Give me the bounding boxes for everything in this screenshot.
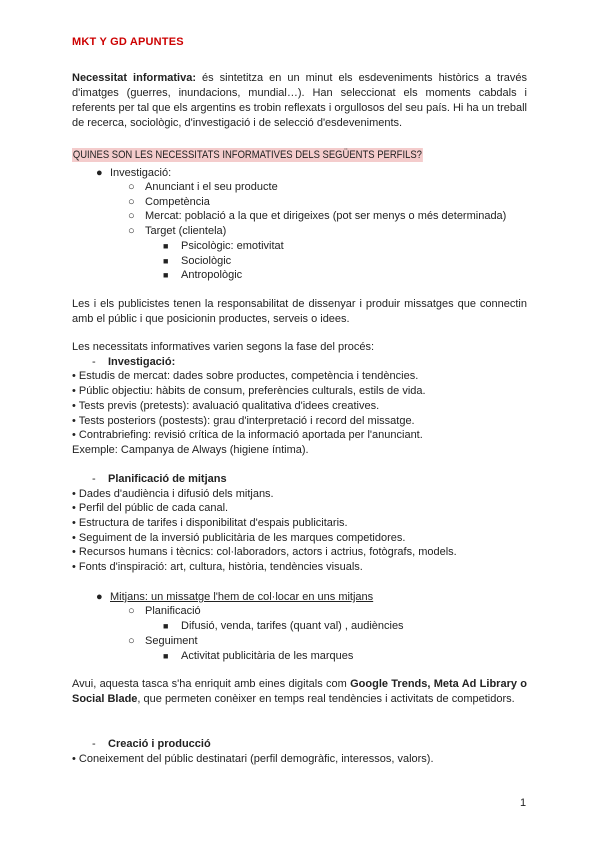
section-item: • Fonts d'inspiració: art, cultura, història, tendències visuals. bbox=[72, 561, 363, 573]
page-header: MKT Y GD APUNTES bbox=[72, 36, 184, 48]
avui-text-start: Avui, aquesta tasca s'ha enriquit amb eines digitals com bbox=[72, 678, 351, 690]
section-item: • Seguiment de la inversió publicitària de les marques competidores. bbox=[72, 532, 406, 544]
section-item: • Recursos humans i tècnics: col·laboradors, actors i actrius, fotògrafs, models. bbox=[72, 546, 457, 558]
bullet-circle: ○ bbox=[128, 605, 135, 617]
bullet-square: ■ bbox=[163, 621, 169, 631]
list1-subsubitem: Psicològic: emotivitat bbox=[181, 240, 284, 252]
bullet-square: ■ bbox=[163, 651, 169, 661]
publicistes-paragraph: Les i els publicistes tenen la responsabilitat de dissenyar i produir missatges que connectin amb el públic i que posicionin productes, serveis o idees. bbox=[72, 298, 527, 325]
list2-subitem: Planificació bbox=[145, 605, 201, 617]
list2-subsubitem: Difusió, venda, tarifes (quant val) , audiències bbox=[181, 620, 404, 632]
bullet-circle: ○ bbox=[128, 635, 135, 647]
list2-subsubitem: Activitat publicitària de les marques bbox=[181, 650, 354, 662]
bullet-square: ■ bbox=[163, 270, 169, 280]
list1-subitem: Competència bbox=[145, 196, 210, 208]
section-item: • Tests previs (pretests): avaluació qualitativa d'idees creatives. bbox=[72, 400, 380, 412]
bullet-square: ■ bbox=[163, 256, 169, 266]
section-item: • Dades d'audiència i difusió dels mitjans. bbox=[72, 488, 274, 500]
bullet-circle: ○ bbox=[128, 225, 135, 237]
section-item: • Contrabriefing: revisió crítica de la informació aportada per l'anunciant. bbox=[72, 429, 423, 441]
bullet-dot: ● bbox=[96, 167, 103, 179]
section-item: • Estructura de tarifes i disponibilitat d'espais publicitaris. bbox=[72, 517, 348, 529]
bullet-circle: ○ bbox=[128, 181, 135, 193]
section-title-creacio: Creació i producció bbox=[108, 738, 211, 750]
section-item: • Perfil del públic de cada canal. bbox=[72, 502, 229, 514]
list1-subitem: Target (clientela) bbox=[145, 225, 227, 237]
bullet-dot: ● bbox=[96, 591, 103, 603]
section-dash: - bbox=[92, 738, 96, 750]
page-number: 1 bbox=[520, 797, 527, 809]
list1-subsubitem: Antropològic bbox=[181, 269, 243, 281]
intro-paragraph bbox=[72, 71, 527, 131]
avui-text-end: , que permeten conèixer en temps real tendències i activitats de competidors. bbox=[137, 693, 515, 705]
list1-item: Investigació: bbox=[110, 167, 172, 179]
avui-tools: Google Trends, Meta Ad Library o Social Blade bbox=[72, 678, 527, 705]
list2-subitem: Seguiment bbox=[145, 635, 198, 647]
list1-subitem: Mercat: població a la que et dirigeixes (pot ser menys o més determinada) bbox=[145, 210, 507, 222]
fases-paragraph: Les necessitats informatives varien segons la fase del procés: bbox=[72, 341, 375, 353]
intro-term: Necessitat informativa: bbox=[72, 72, 197, 84]
example-line: Exemple: Campanya de Always (higiene íntima). bbox=[72, 444, 309, 456]
section-item: • Coneixement del públic destinatari (perfil demogràfic, interessos, valors). bbox=[72, 753, 434, 765]
bullet-circle: ○ bbox=[128, 210, 135, 222]
section-dash: - bbox=[92, 473, 96, 485]
section-item: • Tests posteriors (postests): grau d'interpretació i record del missatge. bbox=[72, 415, 415, 427]
list1-subsubitem: Sociològic bbox=[181, 255, 232, 267]
section-title-investigacio: Investigació: bbox=[108, 356, 176, 368]
list2-item: Mitjans: un missatge l'hem de col·locar en uns mitjans bbox=[110, 591, 374, 603]
section-dash: - bbox=[92, 356, 96, 368]
list1-subitem: Anunciant i el seu producte bbox=[145, 181, 278, 193]
section-item: • Estudis de mercat: dades sobre productes, competència i tendències. bbox=[72, 370, 419, 382]
bullet-circle: ○ bbox=[128, 196, 135, 208]
section-item: • Públic objectiu: hàbits de consum, preferències culturals, estils de vida. bbox=[72, 385, 426, 397]
question-heading: QUINES SON LES NECESSITATS INFORMATIVES DELS SEGÜENTS PERFILS? bbox=[72, 149, 422, 161]
avui-paragraph bbox=[72, 677, 527, 707]
section-title-planificacio: Planificació de mitjans bbox=[108, 473, 227, 485]
bullet-square: ■ bbox=[163, 241, 169, 251]
intro-text: és sintetitza en un minut els esdeveniments històrics a través d'imatges (guerres, inundacions, mundial…). Han seleccionat els moments cabdals i referents per tal que els argentins es trobin reflexats i orgullosos del seu país. Hi ha un treball de recerca, sociològic, d'investigació i de selecció d'esdeveniments. bbox=[72, 72, 528, 129]
